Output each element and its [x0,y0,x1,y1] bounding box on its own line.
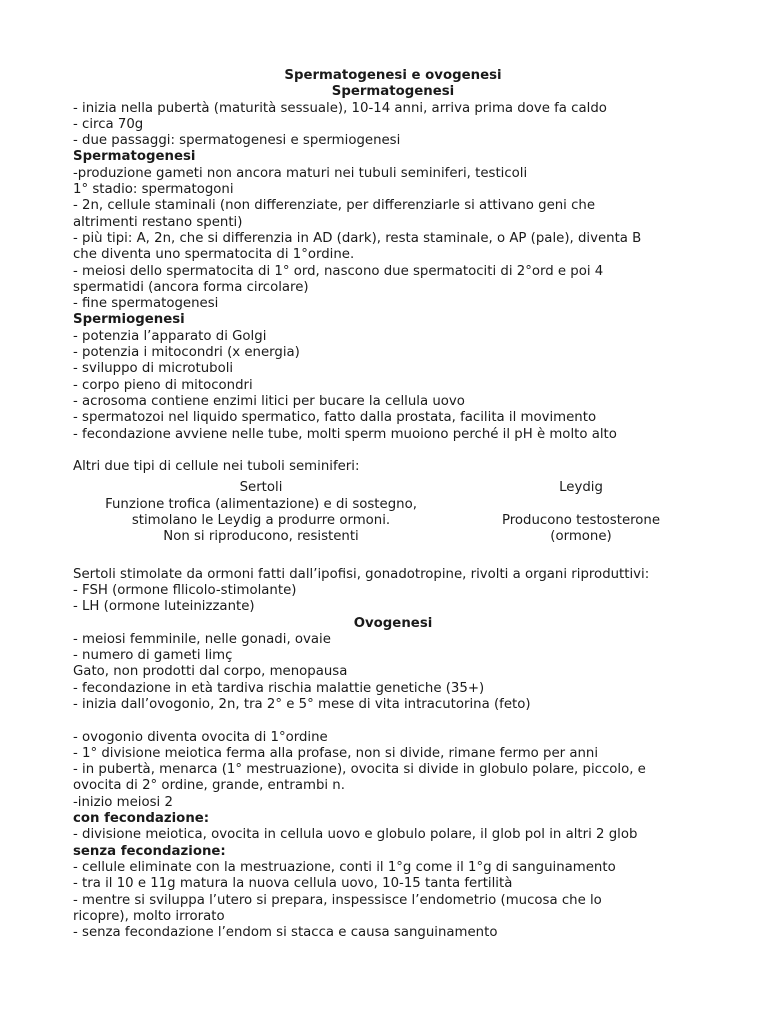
leydig-column [449,480,713,545]
text-line: - numero di gameti limç [73,648,233,664]
text-line: - più tipi: A, 2n, che si differenzia in AD (dark), resta staminale, o AP (pale), diventa B [73,230,642,246]
text-line: - mentre si sviluppa l’utero si prepara, inspessisce l’endometrio (mucosa che lo [73,892,602,908]
sertoli-column [73,480,449,545]
blank-line [73,443,713,459]
blank-line [73,713,713,729]
text-line: che diventa uno spermatocita di 1°ordine. [73,247,355,263]
text-line: - fine spermatogenesi [73,296,219,312]
other-cells-intro: Altri due tipi di cellule nei tuboli seminiferi: [73,459,360,475]
text-line: ricopre), molto irrorato [73,908,225,924]
text-line: - FSH (ormone fllicolo-stimolante) [73,582,297,598]
text-line: Sertoli stimolate da ormoni fatti dall’ipofisi, gonadotropine, rivolti a organi riproduttivi: [73,566,650,582]
sertoli-name: Sertoli [239,480,283,496]
text-line: - 1° divisione meiotica ferma alla profase, non si divide, rimane fermo per anni [73,745,599,761]
text-line: spermatidi (ancora forma circolare) [73,279,309,295]
blank-line [73,546,713,567]
section-heading-ovogenesi: Ovogenesi [353,615,433,631]
text-line: - cellule eliminate con la mestruazione, conti il 1°g come il 1°g di sanguinamento [73,859,616,875]
text-line: - meiosi dello spermatocita di 1° ord, nascono due spermatociti di 2°ord e poi 4 [73,263,604,279]
text-line: - LH (ormone luteinizzante) [73,599,255,615]
text-line: - fecondazione avviene nelle tube, molti sperm muoiono perché il pH è molto alto [73,426,617,442]
sertoli-line: stimolano le Leydig a produrre ormoni. [131,513,391,529]
text-line: altrimenti restano spenti) [73,214,243,230]
text-line: - 2n, cellule staminali (non differenziate, per differenziarle si attivano geni che [73,198,596,214]
cell-types-table [73,480,713,545]
sertoli-line: Funzione trofica (alimentazione) e di sostegno, [105,496,417,512]
leydig-name: Leydig [559,480,603,496]
leydig-line: (ormone) [550,529,612,545]
section-heading-spermatogenesi: Spermatogenesi [73,149,196,165]
section-heading-spermatogenesi-intro: Spermatogenesi [331,84,455,100]
text-line: - sviluppo di microtuboli [73,361,234,377]
document-title: Spermatogenesi e ovogenesi [284,68,502,83]
text-line: ovocita di 2° ordine, grande, entrambi n. [73,778,345,794]
text-line: - due passaggi: spermatogenesi e spermiogenesi [73,133,401,149]
sertoli-line: Non si riproducono, resistenti [163,529,359,545]
text-line: - inizia nella pubertà (maturità sessuale), 10-14 anni, arriva prima dove fa caldo [73,100,607,116]
text-line: -produzione gameti non ancora maturi nei tubuli seminiferi, testicoli [73,165,528,181]
document-page [73,68,713,941]
text-line: - divisione meiotica, ovocita in cellula uovo e globulo polare, il glob pol in altri 2 glob [73,827,638,843]
text-line: - in pubertà, menarca (1° mestruazione), ovocita si divide in globulo polare, piccolo, e [73,762,646,778]
text-line: - acrosoma contiene enzimi litici per bucare la cellula uovo [73,393,465,409]
subheading-con-fecondazione: con fecondazione: [73,811,210,827]
subheading-senza-fecondazione: senza fecondazione: [73,843,226,859]
text-line: - potenzia l’apparato di Golgi [73,328,267,344]
text-line: - ovogonio diventa ovocita di 1°ordine [73,729,328,745]
text-line: -inizio meiosi 2 [73,794,173,810]
text-line: - meiosi femminile, nelle gonadi, ovaie [73,631,331,647]
leydig-line: Producono testosterone [501,513,661,529]
text-line: 1° stadio: spermatogoni [73,182,234,198]
text-line: - spermatozoi nel liquido spermatico, fatto dalla prostata, facilita il movimento [73,410,597,426]
text-line: - tra il 10 e 11g matura la nuova cellula uovo, 10-15 tanta fertilità [73,876,513,892]
text-line: - potenzia i mitocondri (x energia) [73,345,300,361]
section-heading-spermiogenesi: Spermiogenesi [73,312,185,328]
text-line: - fecondazione in età tardiva rischia malattie genetiche (35+) [73,680,485,696]
text-line: - circa 70g [73,116,144,132]
text-line: - inizia dall’ovogonio, 2n, tra 2° e 5° mese di vita intracutorina (feto) [73,696,531,712]
blank-line [449,497,713,513]
text-line: - senza fecondazione l’endom si stacca e causa sanguinamento [73,925,498,941]
text-line: Gato, non prodotti dal corpo, menopausa [73,664,348,680]
text-line: - corpo pieno di mitocondri [73,377,253,393]
